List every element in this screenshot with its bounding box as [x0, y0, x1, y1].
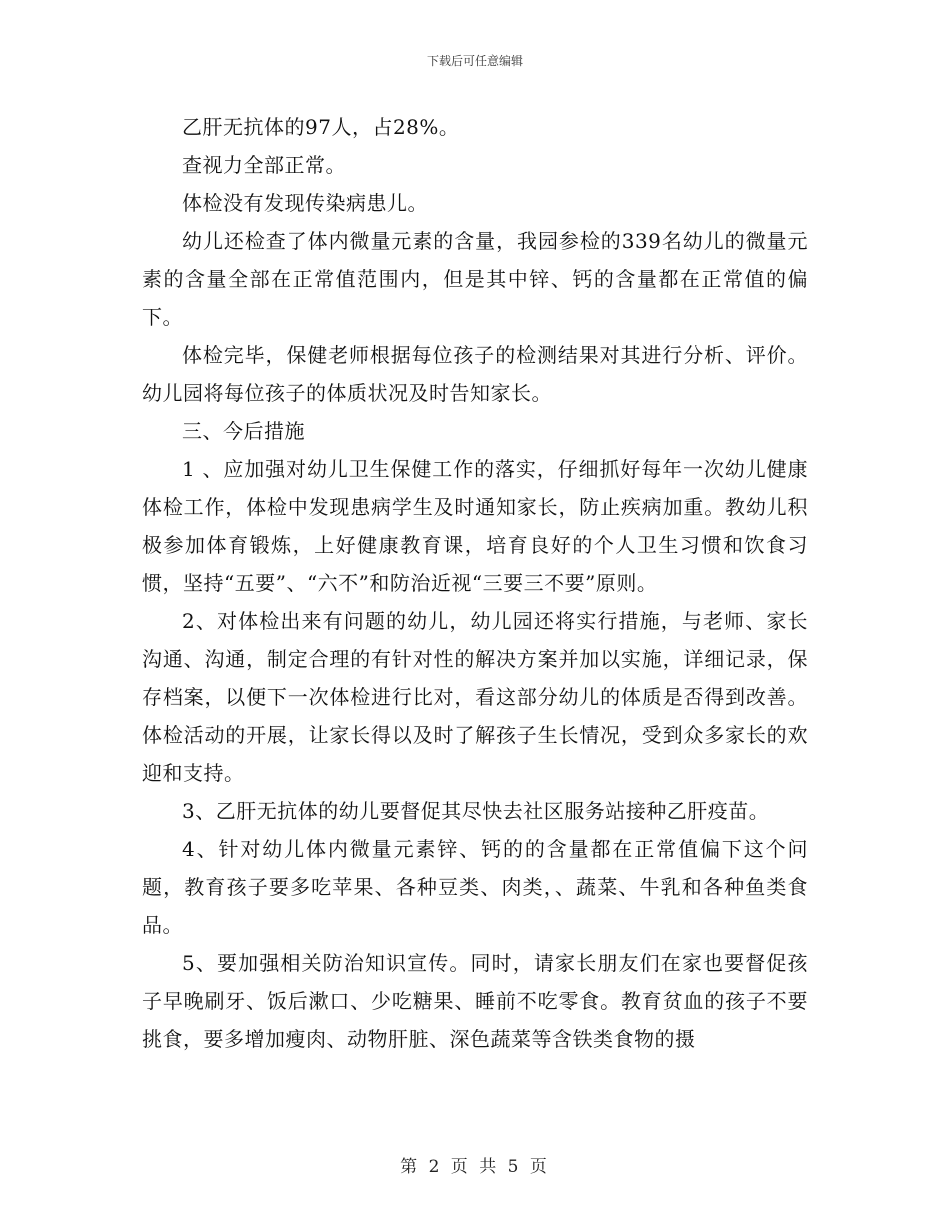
- paragraph-measure-2: 2、对体检出来有问题的幼儿，幼儿园还将实行措施，与老师、家长沟通、沟通，制定合理的有针对性的解决方案并加以实施，详细记录，保存档案，以便下一次体检进行比对，看这部分幼儿的体质是否得到改善。体检活动的开展，让家长得以及时了解孩子生长情况，受到众多家长的欢迎和支持。: [142, 609, 808, 785]
- paragraph-measure-3: 3、乙肝无抗体的幼儿要督促其尽快去社区服务站接种乙肝疫苗。: [182, 799, 770, 823]
- page-header-note: 下载后可任意编辑: [426, 54, 523, 68]
- paragraph-measure-1: 1 、应加强对幼儿卫生保健工作的落实，仔细抓好每年一次幼儿健康体检工作，体检中发现患病学生及时通知家长，防止疾病加重。教幼儿积极参加体育锻炼，上好健康教育课，培育良好的个人卫生习惯和饮食习惯，坚持“五要”、“六不”和防治近视“三要三不要”原则。: [142, 457, 808, 595]
- paragraph-hbv-no-antibody: 乙肝无抗体的97人，占28%。: [182, 115, 460, 139]
- paragraph-measure-5: 5、要加强相关防治知识宣传。同时，请家长朋友们在家也要督促孩子早晚刷牙、饭后漱口、少吃糖果、睡前不吃零食。教育贫血的孩子不要挑食，要多增加瘦肉、动物肝脏、深色蔬菜等含铁类食物的摄: [142, 951, 808, 1051]
- page-number-footer: 第 2 页 共 5 页: [400, 1157, 550, 1177]
- paragraph-trace-elements: 幼儿还检查了体内微量元素的含量，我园参检的339名幼儿的微量元素的含量全部在正常值范围内，但是其中锌、钙的含量都在正常值的偏下。: [142, 229, 808, 329]
- paragraph-analysis: 体检完毕，保健老师根据每位孩子的检测结果对其进行分析、评价。幼儿园将每位孩子的体质状况及时告知家长。: [142, 343, 808, 405]
- document-body: [142, 108, 808, 1058]
- paragraph-measure-4: 4、针对幼儿体内微量元素锌、钙的的含量都在正常值偏下这个问题，教育孩子要多吃苹果、各种豆类、肉类，、蔬菜、牛乳和各种鱼类食品。: [142, 837, 808, 937]
- section-heading-future-measures: 三、今后措施: [182, 419, 305, 443]
- paragraph-infectious-disease: 体检没有发现传染病患儿。: [182, 191, 428, 215]
- paragraph-vision: 查视力全部正常。: [182, 153, 346, 177]
